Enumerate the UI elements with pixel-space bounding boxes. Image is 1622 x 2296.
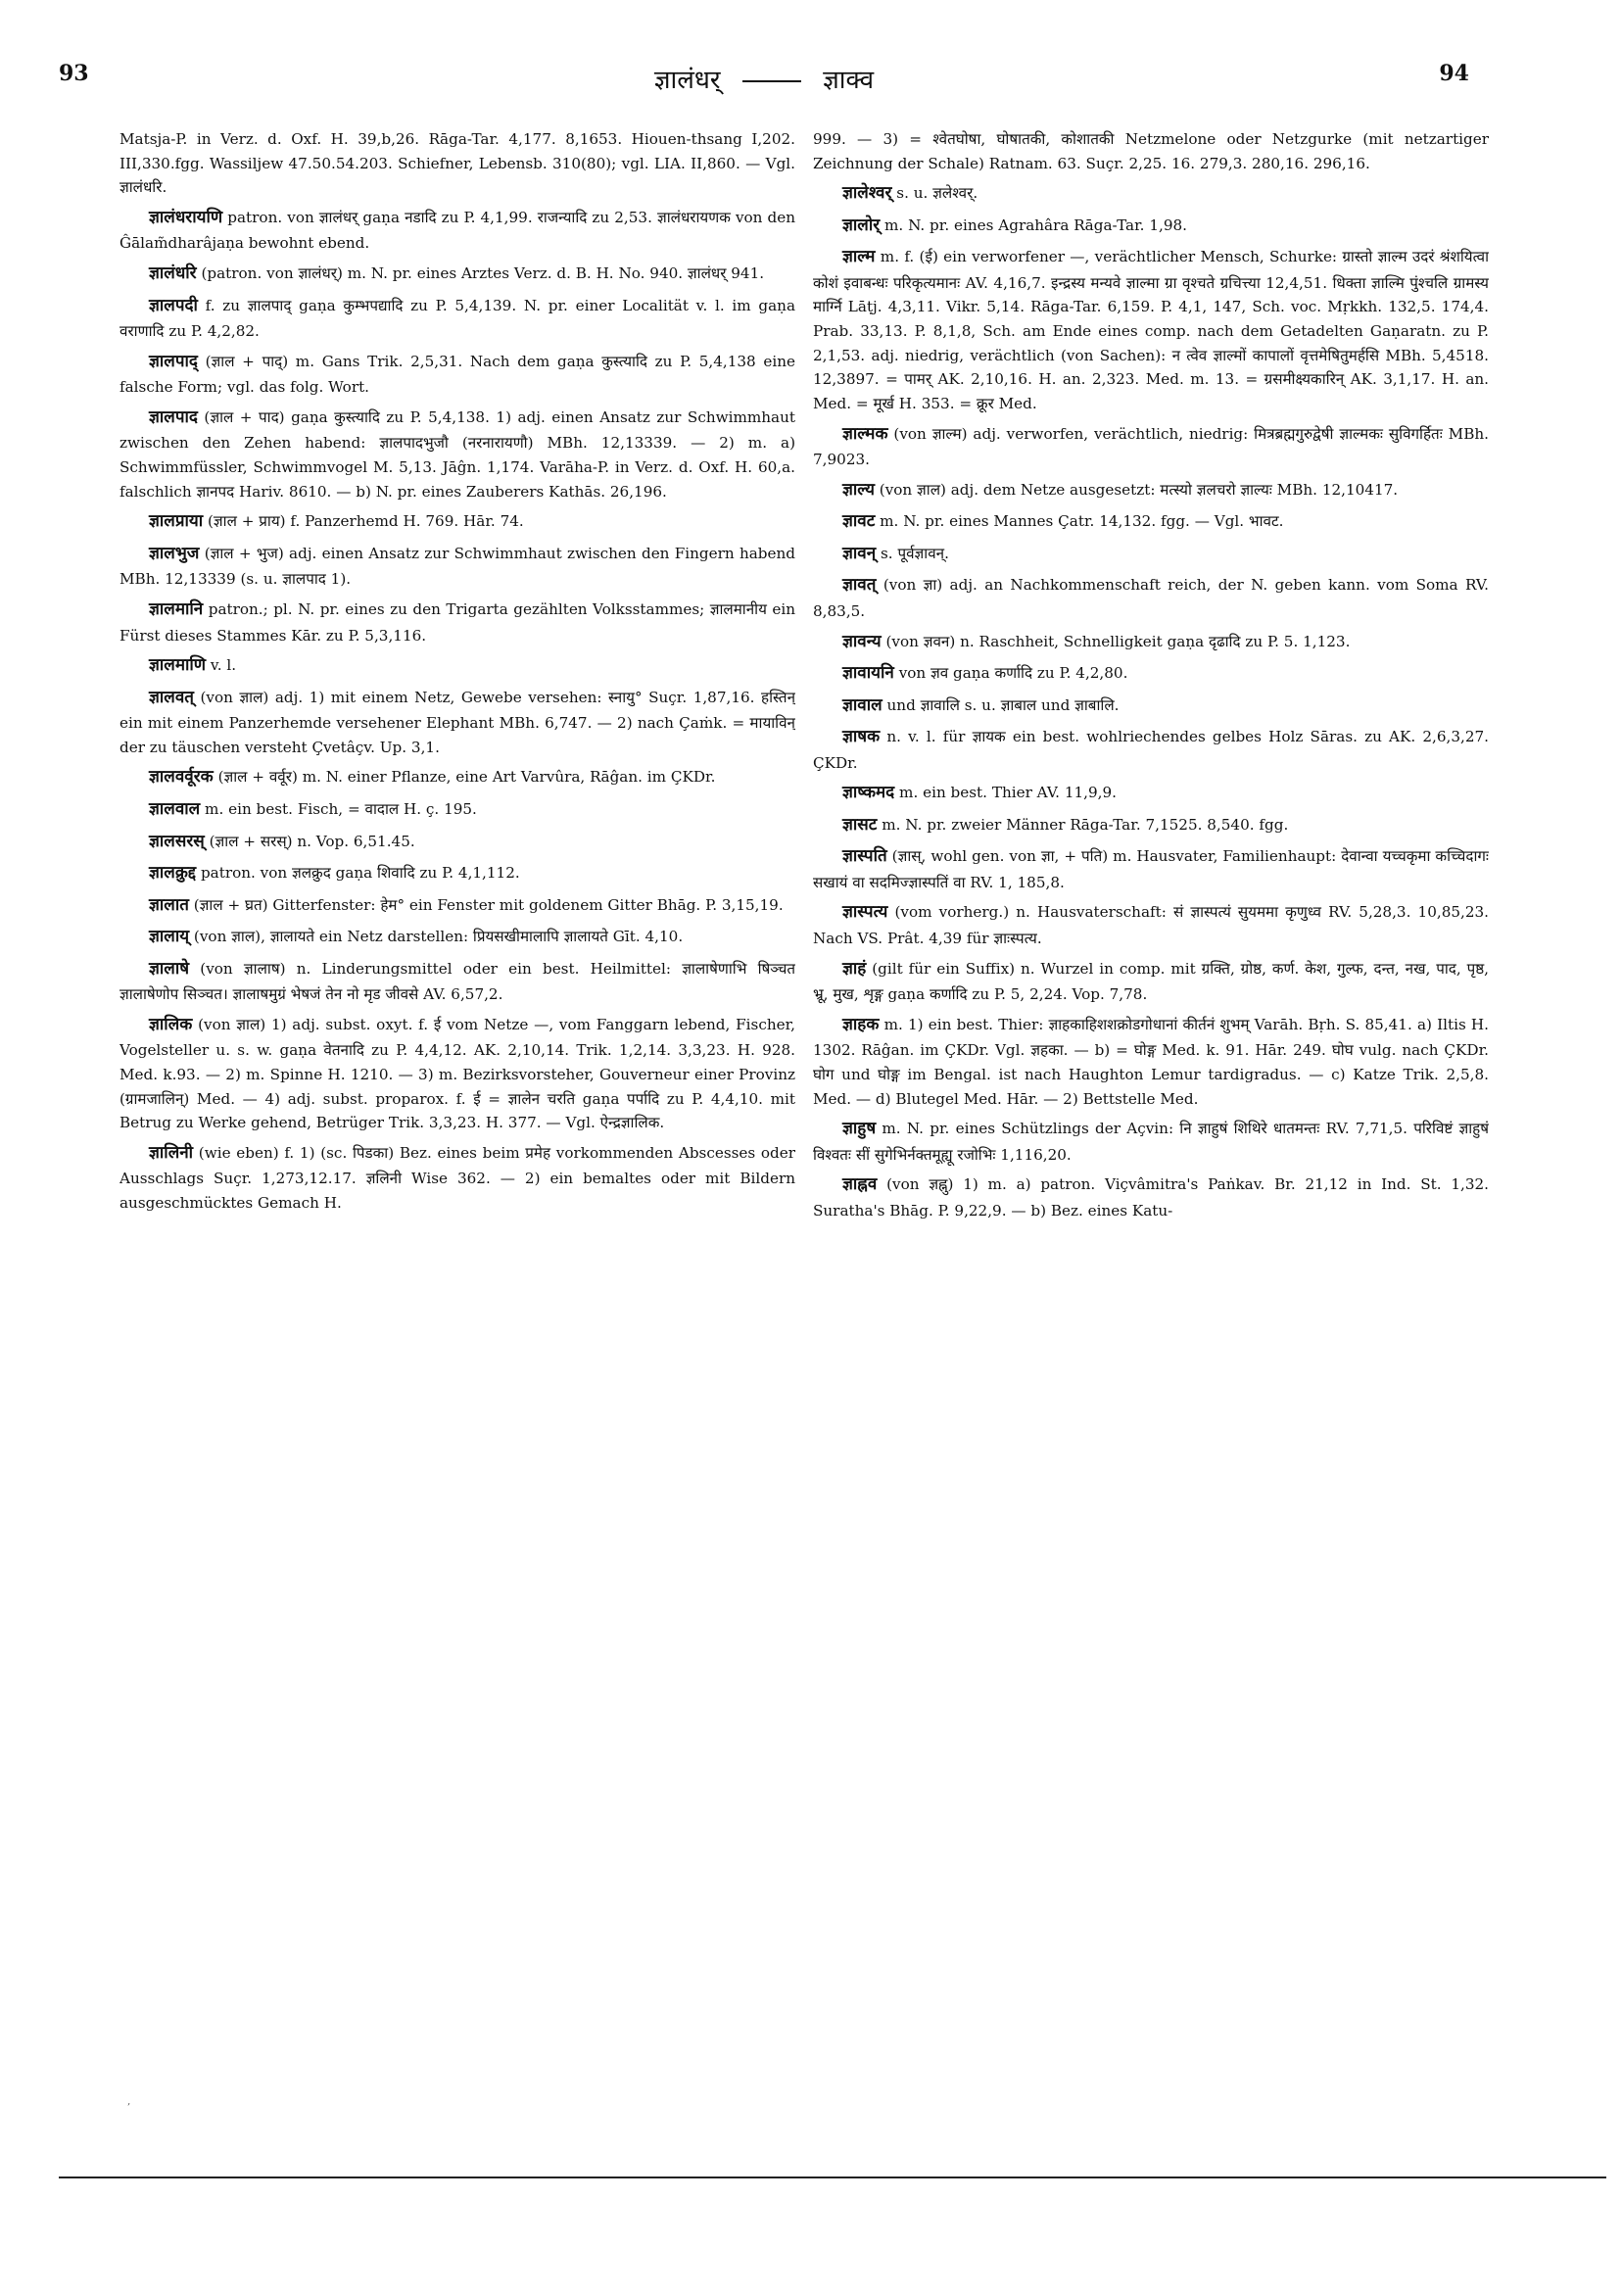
entry-text: m. N. pr. eines Mannes Çatr. 14,132. fgg. — Vgl. भावट. [880, 512, 1284, 531]
dictionary-entry [119, 293, 795, 344]
dictionary-entry [813, 127, 1489, 175]
entry-text: v. l. [210, 656, 237, 675]
entry-headword: ज्ञाहं [842, 958, 867, 979]
dictionary-entry [119, 956, 795, 1007]
entry-headword: ज्ञालाषे [149, 958, 190, 979]
entry-headword: ज्ञास्पत्य [842, 902, 888, 923]
dictionary-entry [813, 724, 1489, 775]
dictionary-entry [119, 860, 795, 887]
entry-headword: ज्ञालवत् [149, 687, 194, 707]
entry-headword: ज्ञाषक [842, 727, 881, 747]
entry-headword: ज्ञालोर् [842, 215, 881, 235]
entry-headword: ज्ञावायनि [842, 663, 894, 684]
dictionary-entry [119, 349, 795, 400]
entry-headword: ज्ञाहुष [842, 1119, 877, 1139]
dictionary-entry [119, 764, 795, 791]
left-column [119, 127, 795, 1988]
entry-text: (ज्ञाल + सरस्) n. Vop. 6,51.45. [209, 832, 415, 850]
entry-text: (ज्ञाल + घ्रत) Gitterfenster: हेम° ein Fenster mit goldenem Gitter Bhāg. P. 3,15,19. [193, 895, 784, 914]
entry-text: patron.; pl. N. pr. eines zu den Trigarta gezählten Volksstammes; ज्ञालमानीय ein Fürst dieses Stammes Kār. zu P. 5,3,116. [119, 599, 795, 645]
entry-text: (von ज्ञाल) 1) adj. subst. oxyt. f. ई vom Netze —, vom Fanggarn lebend, Fischer, Vogelsteller u. s. w. gaṇa वेतनादि zu P. 4,4,12. AK. 2,10,14. Trik. 1,2,14. 3,3,23. H. 928. Med. k.93. — 2) m. Spinne H. 1210. — 3) m. Bezirksvorsteher, Gouverneur einer Provinz (ग्रामजालिन्) Med. — 4) adj. subst. proparox. f. ई = ज्ञालेन चरति gaṇa पर्पादि zu P. 4,4,10. mit Betrug zu Werke gehend, Betrüger Trik. 3,3,23. H. 377. — Vgl. ऐन्द्रज्ञालिक. [119, 1015, 795, 1132]
dictionary-entry [813, 213, 1489, 240]
head-word-left: ज्ञालंधर् [653, 66, 721, 95]
dictionary-entry [119, 405, 795, 503]
entry-headword: ज्ञालिक [149, 1014, 193, 1034]
entry-headword: ज्ञालाय् [149, 927, 190, 947]
entry-text: f. zu ज्ञालपाद् gaṇa कुम्भपद्यादि zu P. 5,4,139. N. pr. einer Localität v. l. im gaṇa वराणादि zu P. 4,2,82. [119, 296, 795, 341]
entry-text: von ज्ञव gaṇa कर्णादि zu P. 4,2,80. [898, 664, 1128, 683]
entry-headword: ज्ञावन्य [842, 631, 882, 651]
dictionary-entry [813, 477, 1489, 504]
entry-headword: ज्ञाल्मक [842, 423, 888, 444]
entry-text: (von ज्ञाल्म) adj. verworfen, verächtlich, niedrig: मित्रब्रह्मगुरुद्वेषी ज्ञाल्मकः सुविगर्हितः MBh. 7,9023. [813, 424, 1489, 469]
dictionary-entry [119, 796, 795, 824]
dictionary-entry [119, 924, 795, 951]
dictionary-entry [813, 1012, 1489, 1111]
entry-text: m. N. pr. eines Schützlings der Açvin: नि ज्ञाहुषं शिथिरे धातमन्तः RV. 7,71,5. परिविष्टं ज्ञाहुषं विश्वतः सीं सुगेभिर्नक्तमूह्यू रजोभिः 1,116,20. [813, 1120, 1489, 1164]
entry-headword: ज्ञालपदी [149, 295, 198, 315]
entry-headword: ज्ञाह्नव [842, 1174, 878, 1195]
entry-text: m. ein best. Thier AV. 11,9,9. [899, 784, 1117, 802]
dictionary-entry [813, 956, 1489, 1007]
dictionary-entry [813, 244, 1489, 415]
dictionary-entry [119, 205, 795, 256]
dictionary-entry [119, 652, 795, 680]
entry-headword: ज्ञाहक [842, 1014, 880, 1034]
entry-headword: ज्ञालक्रुद्द [149, 863, 197, 884]
entry-text: (von ज्ञाल) adj. dem Netze ausgesetzt: मत्स्यो ज्ञलचरो ज्ञाल्यः MBh. 12,10417. [879, 480, 1399, 499]
entry-text: (wie eben) f. 1) (sc. पिडका) Bez. eines beim प्रमेह vorkommenden Abscesses oder Ausschlags Suçr. 1,273,12.17. ज्ञलिनी Wise 362. — 2) ein bemaltes oder mit Bildern ausgeschmücktes Gemach H. [119, 1143, 795, 1212]
entry-text: m. ein best. Fisch, = वादाल H. ç. 195. [205, 799, 477, 818]
page-number-left: 93 [59, 61, 89, 86]
entry-text: patron. von ज्ञलक्रुद gaṇa शिवादि zu P. 4,1,112. [200, 864, 520, 883]
entry-text: patron. von ज्ञालंधर् gaṇa नडादि zu P. 4,1,99. राजन्यादि zu 2,53. ज्ञालंधरायणक von den Ĝālam̃dharâjaṇa bewohnt ebend. [119, 208, 795, 253]
entry-text: (von ज्ञा) adj. an Nachkommenschaft reich, der N. geben kann. vom Soma RV. 8,83,5. [813, 576, 1489, 620]
dictionary-entry [813, 421, 1489, 472]
entry-text: (ज्ञाल + पाद्) m. Gans Trik. 2,5,31. Nach dem gaṇa कुस्त्यादि zu P. 5,4,138 eine falsche Form; vgl. das folg. Wort. [119, 352, 795, 397]
entry-headword: ज्ञाल्म [842, 247, 876, 267]
page-number-right: 94 [1439, 61, 1469, 86]
dictionary-entry [119, 685, 795, 760]
entry-text: und ज्ञावालि s. u. ज्ञाबाल und ज्ञाबालि. [886, 695, 1120, 714]
entry-text: (ज्ञास्, wohl gen. von ज्ञा, + पति) m. Hausvater, Familienhaupt: देवान्वा यच्चकृमा कच्चिदागः सखायं वा सदमिज्ज्ञास्पतिं वा RV. 1, 185,8. [813, 847, 1489, 891]
entry-headword: ज्ञालवाल [149, 798, 201, 819]
entry-headword: ज्ञालपाद [149, 407, 198, 427]
entry-text: n. v. l. für ज्ञायक ein best. wohlriechendes gelbes Holz Sāras. zu AK. 2,6,3,27. ÇKDr. [813, 728, 1489, 772]
entry-headword: ज्ञालमानि [149, 598, 204, 619]
dictionary-entry [119, 541, 795, 592]
entry-text: (ज्ञाल + प्राय) f. Panzerhemd H. 769. Hār. 74. [208, 512, 524, 531]
entry-headword: ज्ञाष्कमद [842, 783, 895, 803]
entry-text: (patron. von ज्ञालंधर्) m. N. pr. eines Arztes Verz. d. B. H. No. 940. ज्ञालंधर् 941. [201, 264, 765, 283]
dictionary-entry [119, 1140, 795, 1216]
entry-text: (gilt für ein Suffix) n. Wurzel in comp. mit ग्रक्ति, ग्रोष्ठ, कर्ण. केश, गुल्फ, दन्त, नख, पाद, पृष्ठ, भ्रू, मुख, शृङ्ग gaṇa कर्णादि zu P. 5, 2,24. Vop. 7,78. [813, 959, 1489, 1004]
dictionary-entry [119, 261, 795, 288]
dictionary-entry [813, 572, 1489, 623]
entry-text: 999. — 3) = श्वेतघोषा, घोषातकी, कोशातकी Netzmelone oder Netzgurke (mit netzartiger Zeichnung der Schale) Ratnam. 63. Suçr. 2,25. 16. 279,3. 280,16. 296,16. [813, 130, 1489, 172]
entry-text: m. f. (ई) ein verworfener —, verächtlicher Mensch, Schurke: ग्रास्तो ज्ञाल्म उदरं श्रंशयित्वा कोशं इवाबन्धः परिकृत्यमानः AV. 4,16,7. इन्द्रस्य मन्यवे ज्ञाल्मा ग्रा वृश्चते ग्रचित्त्या 12,4,51. धिक्ता ज्ञाल्मि पुंश्चलि ग्रामस्य मार्ग्नि Lāṭj. 4,3,11. Vikr. 5,14. Rāga-Tar. 6,159. P. 4,1, 147, Sch. voc. Mṛkkh. 132,5. 174,4. Prab. 33,13. P. 8,1,8, Sch. am Ende eines comp. nach dem Getadelten Gaṇaratn. zu P. 2,1,53. adj. niedrig, verächtlich (von Sachen): न त्वेव ज्ञाल्मों कापालों वृत्तमेषितुमर्हसि MBh. 5,4518. 12,3897. = पामर् AK. 2,10,16. H. an. 2,323. Med. m. 13. = ग्रसमीक्ष्यकारिन् AK. 3,1,17. H. an. Med. = मूर्ख H. 353. = क्रूर Med. [813, 248, 1489, 412]
entry-text: s. u. ज्ञलेश्वर्. [896, 184, 978, 203]
entry-text: m. N. pr. eines Agrahâra Rāga-Tar. 1,98. [884, 215, 1187, 234]
entry-headword: ज्ञालप्राया [149, 511, 204, 532]
entry-text: (von ज्ञाल) adj. 1) mit einem Netz, Gewebe versehen: स्नायु° Suçr. 1,87,16. हस्तिन् ein mit einem Panzerhemde versehener Elephant MBh. 6,747. — 2) nach Çaṁk. = मायाविन् der zu täuschen versteht Çvetâçv. Up. 3,1. [119, 688, 795, 756]
head-dash [742, 80, 801, 82]
entry-text: (von ज्ञह्नु) 1) m. a) patron. Viçvâmitra's Paṅkav. Br. 21,12 in Ind. St. 1,32. Suratha's Bhāg. P. 9,22,9. — b) Bez. eines Katu- [813, 1175, 1489, 1220]
entry-text: m. 1) ein best. Thier: ज्ञाहकाहिशशक्रोडगोधानां कीर्तनं शुभम् Varāh. Bṛh. S. 85,41. a) Iltis H. 1302. Rāĝan. im ÇKDr. Vgl. ज्ञहका. — b) = घोङ्ग Med. k. 91. Hār. 249. घोघ vulg. nach ÇKDr. घोग und घोङ्ग im Bengal. ist nach Haughton Lemur tardigradus. — c) Katze Trik. 2,5,8. Med. — d) Blutegel Med. Hār. — 2) Bettstelle Med. [813, 1015, 1489, 1108]
dictionary-entry [813, 899, 1489, 950]
entry-headword: ज्ञालसरस् [149, 831, 205, 851]
dictionary-entry [813, 780, 1489, 807]
entry-headword: ज्ञाल्य [842, 479, 875, 500]
entry-headword: ज्ञास्पति [842, 846, 887, 867]
entry-headword: ज्ञालपाद् [149, 351, 198, 371]
dictionary-entry [119, 1012, 795, 1135]
dictionary-entry [119, 508, 795, 536]
entry-headword: ज्ञालभुज [149, 543, 200, 563]
right-column [813, 127, 1489, 1988]
entry-headword: ज्ञासट [842, 814, 878, 835]
dictionary-entry [813, 541, 1489, 568]
dictionary-entry [813, 812, 1489, 839]
dictionary-entry [119, 597, 795, 647]
dictionary-entry [813, 1116, 1489, 1167]
entry-text: m. N. pr. zweier Männer Rāga-Tar. 7,1525. 8,540. fgg. [882, 815, 1289, 834]
running-header [59, 61, 1469, 100]
entry-headword: ज्ञावत् [842, 575, 877, 596]
entry-text: Matsja-P. in Verz. d. Oxf. H. 39,b,26. Rāga-Tar. 4,177. 8,1653. Hiouen-thsang I,202. III,330.fgg. Wassiljew 47.50.54.203. Schiefner, Lebensb. 310(80); vgl. LIA. II,860. — Vgl. ज्ञालंधरि. [119, 130, 795, 197]
entry-headword: ज्ञालात [149, 894, 189, 915]
dictionary-entry [813, 660, 1489, 688]
entry-headword: ज्ञालंधरि [149, 263, 197, 284]
entry-text: (ज्ञाल + वर्वूर) m. N. einer Pflanze, eine Art Varvûra, Rāĝan. im ÇKDr. [217, 768, 716, 787]
dictionary-entry [119, 829, 795, 856]
entry-text: (von ज्ञाल), ज्ञालायते ein Netz darstellen: प्रियसखीमालापि ज्ञालायते Gīt. 4,10. [193, 928, 684, 946]
dictionary-entry [813, 843, 1489, 894]
dictionary-entry [119, 127, 795, 200]
entry-headword: ज्ञालिनी [149, 1142, 194, 1163]
dictionary-entry [813, 629, 1489, 656]
entry-text: s. पूर्वज्ञावन्. [881, 544, 949, 562]
dictionary-entry [813, 180, 1489, 208]
dictionary-entry [813, 1172, 1489, 1222]
running-head-title [59, 61, 1469, 96]
bottom-rule [59, 2176, 1606, 2178]
entry-text: (von ज्ञालाष) n. Linderungsmittel oder ein best. Heilmittel: ज्ञालाषेणाभि षिञ्चत ज्ञालाषेणोप सिञ्चत। ज्ञालाषमुग्रं भेषजं तेन नो मृड जीवसे AV. 6,57,2. [119, 959, 795, 1004]
entry-text: (von ज्ञवन) n. Raschheit, Schnelligkeit gaṇa दृढादि zu P. 5. 1,123. [885, 632, 1351, 650]
entry-headword: ज्ञावन् [842, 543, 877, 563]
entry-text: (ज्ञाल + पाद) gaṇa कुस्त्यादि zu P. 5,4,138. 1) adj. einen Ansatz zur Schwimmhaut zwischen den Zehen habend: ज्ञालपादभुजौ (नरनारायणौ) MBh. 12,13339. — 2) m. a) Schwimmfüssler, Schwimmvogel M. 5,13. Jāĝn. 1,174. Varāha-P. in Verz. d. Oxf. H. 60,a. falschlich ज्ञानपद Hariv. 8610. — b) N. pr. eines Zauberers Kathās. 26,196. [119, 407, 795, 501]
entry-text: (vom vorherg.) n. Hausvaterschaft: सं ज्ञास्पत्यं सुयममा कृणुध्व RV. 5,28,3. 10,85,23. Nach VS. Prât. 4,39 für ज्ञाःस्पत्य. [813, 903, 1489, 947]
dictionary-entry [813, 508, 1489, 536]
entry-headword: ज्ञालमाणि [149, 655, 207, 676]
footer-mark: ‚ [127, 2096, 131, 2107]
entry-text: (ज्ञाल + भुज) adj. einen Ansatz zur Schwimmhaut zwischen den Fingern habend MBh. 12,13339 (s. u. ज्ञालपाद 1). [119, 544, 795, 589]
entry-headword: ज्ञालंधरायणि [149, 207, 223, 227]
dictionary-entry [813, 693, 1489, 720]
dictionary-entry [119, 892, 795, 920]
entry-headword: ज्ञावट [842, 511, 876, 532]
entry-headword: ज्ञावाल [842, 694, 883, 715]
head-word-right: ज्ञाक्व [823, 66, 875, 95]
entry-headword: ज्ञालवर्वूरक [149, 767, 214, 788]
entry-headword: ज्ञालेश्वर् [842, 183, 892, 204]
